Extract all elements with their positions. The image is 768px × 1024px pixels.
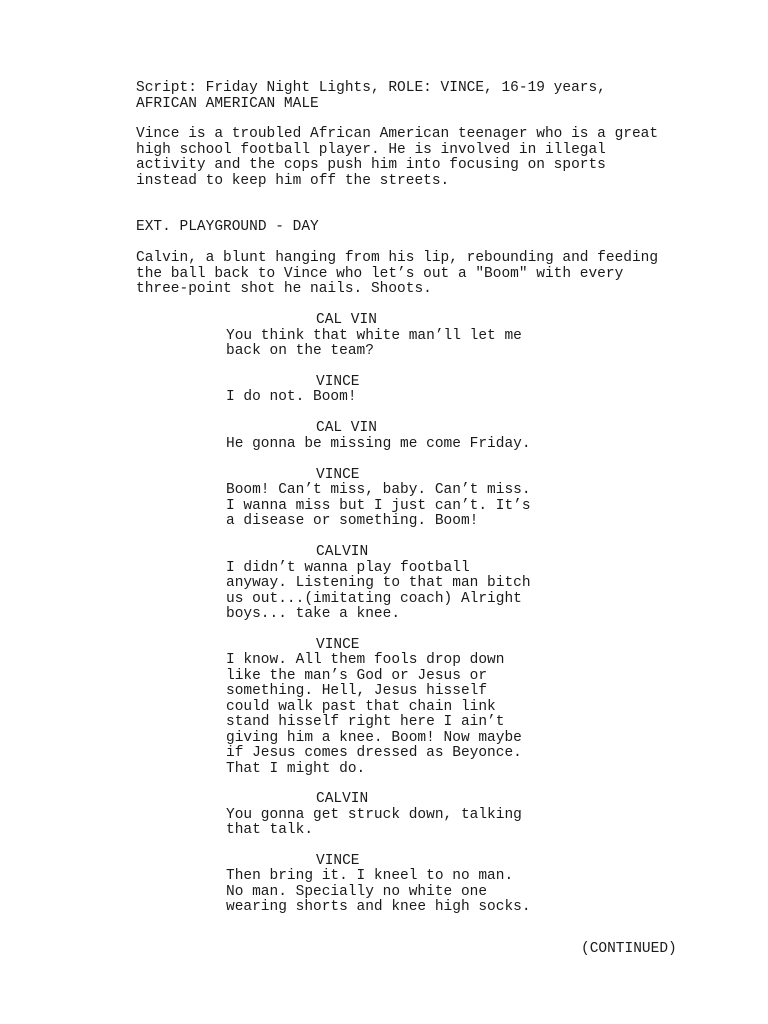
- dialogue-line: Then bring it. I kneel to no man.: [226, 868, 514, 884]
- dialogue-line: You gonna get struck down, talking: [226, 807, 522, 823]
- description-line: instead to keep him off the streets.: [136, 173, 450, 189]
- dialogue-line: boys... take a knee.: [226, 606, 401, 622]
- dialogue-line: I know. All them fools drop down: [226, 652, 505, 668]
- action-line: three-point shot he nails. Shoots.: [136, 281, 432, 297]
- dialogue-line: us out...(imitating coach) Alright: [226, 591, 522, 607]
- dialogue-line: wearing shorts and knee high socks.: [226, 899, 531, 915]
- character-name: VINCE: [316, 467, 360, 483]
- dialogue-line: No man. Specially no white one: [226, 884, 488, 900]
- character-name: CALVIN: [316, 544, 369, 560]
- dialogue-line: I didn’t wanna play football: [226, 560, 470, 576]
- dialogue-line: something. Hell, Jesus hisself: [226, 683, 488, 699]
- header-line: AFRICAN AMERICAN MALE: [136, 96, 319, 112]
- description-line: high school football player. He is involved in illegal: [136, 142, 606, 158]
- scene-heading: EXT. PLAYGROUND - DAY: [136, 219, 319, 235]
- description-line: Vince is a troubled African American teenager who is a great: [136, 126, 659, 142]
- action-line: the ball back to Vince who let’s out a "Boom" with every: [136, 266, 624, 282]
- character-name: CAL VIN: [316, 312, 377, 328]
- character-name: CAL VIN: [316, 420, 377, 436]
- dialogue-line: could walk past that chain link: [226, 699, 496, 715]
- dialogue-line: giving him a knee. Boom! Now maybe: [226, 730, 522, 746]
- dialogue-line: He gonna be missing me come Friday.: [226, 436, 531, 452]
- dialogue-line: like the man’s God or Jesus or: [226, 668, 488, 684]
- dialogue-line: I wanna miss but I just can’t. It’s: [226, 498, 531, 514]
- dialogue-line: stand hisself right here I ain’t: [226, 714, 505, 730]
- continued-marker: (CONTINUED): [581, 941, 677, 957]
- character-name: VINCE: [316, 853, 360, 869]
- dialogue-line: I do not. Boom!: [226, 389, 357, 405]
- dialogue-line: a disease or something. Boom!: [226, 513, 479, 529]
- header-line: Script: Friday Night Lights, ROLE: VINCE, 16-19 years,: [136, 80, 606, 96]
- character-name: CALVIN: [316, 791, 369, 807]
- description-line: activity and the cops push him into focusing on sports: [136, 157, 606, 173]
- action-line: Calvin, a blunt hanging from his lip, rebounding and feeding: [136, 250, 659, 266]
- dialogue-line: if Jesus comes dressed as Beyonce.: [226, 745, 522, 761]
- dialogue-line: anyway. Listening to that man bitch: [226, 575, 531, 591]
- dialogue-line: that talk.: [226, 822, 314, 838]
- character-name: VINCE: [316, 374, 360, 390]
- character-name: VINCE: [316, 637, 360, 653]
- dialogue-line: That I might do.: [226, 761, 366, 777]
- dialogue-line: You think that white man’ll let me: [226, 328, 522, 344]
- dialogue-line: back on the team?: [226, 343, 374, 359]
- dialogue-line: Boom! Can’t miss, baby. Can’t miss.: [226, 482, 531, 498]
